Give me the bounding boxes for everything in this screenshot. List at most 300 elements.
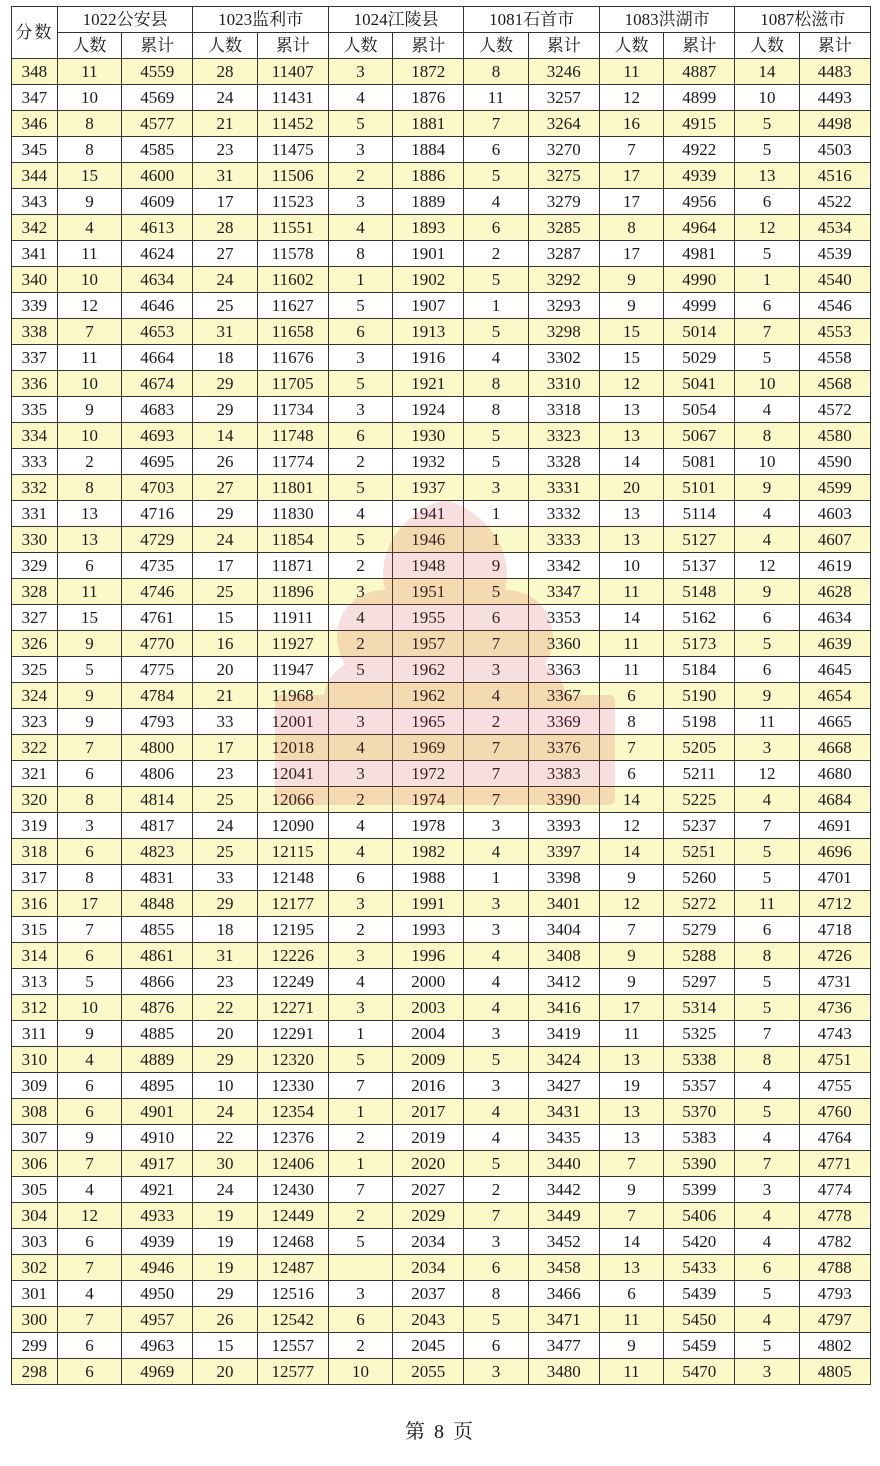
count-cell: 6 [464,215,528,241]
count-cell: 3 [328,189,392,215]
cumulative-cell: 12115 [257,839,328,865]
count-cell: 4 [464,943,528,969]
count-cell: 10 [599,553,663,579]
cumulative-cell: 4516 [799,163,870,189]
count-cell: 5 [735,1281,799,1307]
cumulative-cell: 4712 [799,891,870,917]
count-cell: 30 [193,1151,257,1177]
cumulative-cell: 4701 [799,865,870,891]
count-cell: 11 [599,59,663,85]
cumulative-cell: 4848 [122,891,193,917]
cumulative-cell: 3471 [528,1307,599,1333]
cumulative-subheader: 累计 [528,33,599,59]
count-cell: 10 [57,371,121,397]
cumulative-cell: 3328 [528,449,599,475]
cumulative-cell: 5470 [664,1359,735,1385]
count-cell: 13 [599,397,663,423]
cumulative-cell: 4599 [799,475,870,501]
cumulative-cell: 12516 [257,1281,328,1307]
cumulative-cell: 1913 [393,319,464,345]
count-cell: 7 [599,917,663,943]
cumulative-cell: 4609 [122,189,193,215]
cumulative-cell: 11927 [257,631,328,657]
count-cell: 6 [328,865,392,891]
count-cell: 10 [57,995,121,1021]
count-cell: 15 [599,345,663,371]
count-cell: 1 [464,501,528,527]
cumulative-cell: 4590 [799,449,870,475]
count-cell: 19 [193,1255,257,1281]
score-cell: 334 [12,423,58,449]
count-cell: 2 [328,553,392,579]
cumulative-cell: 4806 [122,761,193,787]
count-cell: 10 [193,1073,257,1099]
count-cell: 6 [328,423,392,449]
table-row [12,371,871,397]
cumulative-cell: 12577 [257,1359,328,1385]
cumulative-cell: 4534 [799,215,870,241]
table-row [12,891,871,917]
count-cell: 10 [328,1359,392,1385]
cumulative-cell: 4990 [664,267,735,293]
count-cell: 5 [735,995,799,1021]
cumulative-cell: 5127 [664,527,735,553]
count-cell: 4 [57,1177,121,1203]
score-cell: 344 [12,163,58,189]
count-cell: 24 [193,267,257,293]
count-cell: 5 [464,163,528,189]
count-cell: 8 [328,241,392,267]
district-header-jiangling: 1024江陵县 [328,7,464,33]
count-cell: 25 [193,293,257,319]
cumulative-cell: 4855 [122,917,193,943]
cumulative-cell: 11627 [257,293,328,319]
table-row [12,475,871,501]
count-cell: 15 [57,605,121,631]
count-cell: 29 [193,501,257,527]
cumulative-cell: 4915 [664,111,735,137]
cumulative-cell: 3440 [528,1151,599,1177]
cumulative-cell: 1893 [393,215,464,241]
cumulative-cell: 4674 [122,371,193,397]
count-cell: 6 [599,683,663,709]
cumulative-cell: 4546 [799,293,870,319]
score-cell: 326 [12,631,58,657]
count-cell: 20 [193,1021,257,1047]
cumulative-cell: 2045 [393,1333,464,1359]
score-cell: 308 [12,1099,58,1125]
cumulative-cell: 4665 [799,709,870,735]
count-cell: 4 [735,1229,799,1255]
table-row [12,163,871,189]
cumulative-cell: 11506 [257,163,328,189]
cumulative-cell: 5205 [664,735,735,761]
count-cell: 7 [599,137,663,163]
cumulative-cell: 1876 [393,85,464,111]
cumulative-cell: 12330 [257,1073,328,1099]
cumulative-cell: 4664 [122,345,193,371]
cumulative-cell: 4751 [799,1047,870,1073]
cumulative-cell: 5251 [664,839,735,865]
table-row [12,1073,871,1099]
count-cell: 9 [57,1125,121,1151]
count-cell: 27 [193,475,257,501]
cumulative-cell: 5184 [664,657,735,683]
cumulative-cell: 1889 [393,189,464,215]
count-cell: 3 [328,709,392,735]
count-cell: 2 [328,917,392,943]
count-cell: 8 [735,943,799,969]
cumulative-cell: 5279 [664,917,735,943]
score-cell: 302 [12,1255,58,1281]
table-row [12,631,871,657]
cumulative-cell: 3376 [528,735,599,761]
score-cell: 329 [12,553,58,579]
count-cell: 2 [464,241,528,267]
count-cell: 13 [735,163,799,189]
count-cell: 5 [464,1047,528,1073]
count-cell: 8 [57,111,121,137]
cumulative-cell: 3419 [528,1021,599,1047]
score-cell: 304 [12,1203,58,1229]
cumulative-cell: 1907 [393,293,464,319]
count-cell: 3 [328,137,392,163]
count-cell: 4 [57,1047,121,1073]
cumulative-cell: 1946 [393,527,464,553]
cumulative-cell: 4775 [122,657,193,683]
cumulative-cell: 4981 [664,241,735,267]
count-cell: 3 [464,891,528,917]
count-cell: 26 [193,1307,257,1333]
table-row [12,1281,871,1307]
cumulative-cell: 4613 [122,215,193,241]
count-cell: 13 [599,1255,663,1281]
cumulative-cell: 1962 [393,683,464,709]
cumulative-cell: 1881 [393,111,464,137]
count-cell: 31 [193,319,257,345]
cumulative-cell: 4646 [122,293,193,319]
count-cell: 6 [599,1281,663,1307]
cumulative-cell: 11968 [257,683,328,709]
count-cell: 11 [57,59,121,85]
cumulative-cell: 2055 [393,1359,464,1385]
count-cell: 25 [193,839,257,865]
count-cell: 3 [464,1229,528,1255]
count-cell: 17 [599,241,663,267]
count-cell: 24 [193,813,257,839]
table-row [12,813,871,839]
cumulative-cell: 4683 [122,397,193,423]
count-cell: 6 [328,319,392,345]
score-cell: 299 [12,1333,58,1359]
cumulative-cell: 3397 [528,839,599,865]
count-cell: 11 [599,1021,663,1047]
count-cell: 6 [57,1359,121,1385]
count-cell: 2 [328,163,392,189]
cumulative-cell: 1996 [393,943,464,969]
cumulative-cell: 1962 [393,657,464,683]
cumulative-cell: 4922 [664,137,735,163]
count-cell: 20 [599,475,663,501]
count-cell: 13 [57,527,121,553]
count-cell: 7 [464,111,528,137]
count-cell: 6 [57,1073,121,1099]
count-cell: 22 [193,995,257,1021]
cumulative-cell: 3331 [528,475,599,501]
cumulative-cell: 3257 [528,85,599,111]
count-cell: 12 [599,371,663,397]
score-cell: 300 [12,1307,58,1333]
count-cell: 9 [57,631,121,657]
cumulative-cell: 4731 [799,969,870,995]
cumulative-cell: 12468 [257,1229,328,1255]
score-cell: 341 [12,241,58,267]
count-cell: 2 [464,709,528,735]
cumulative-cell: 11774 [257,449,328,475]
count-cell: 11 [57,345,121,371]
cumulative-cell: 5297 [664,969,735,995]
count-cell: 26 [193,449,257,475]
count-cell: 5 [57,657,121,683]
cumulative-cell: 12557 [257,1333,328,1359]
count-cell: 14 [599,605,663,631]
count-cell: 5 [328,475,392,501]
cumulative-cell: 4823 [122,839,193,865]
table-row [12,319,871,345]
cumulative-cell: 12291 [257,1021,328,1047]
cumulative-cell: 4559 [122,59,193,85]
count-cell: 9 [599,293,663,319]
count-cell: 8 [599,709,663,735]
cumulative-cell: 3246 [528,59,599,85]
score-cell: 348 [12,59,58,85]
count-cell: 13 [599,423,663,449]
count-cell: 9 [599,267,663,293]
table-row [12,241,871,267]
cumulative-cell: 3477 [528,1333,599,1359]
cumulative-cell: 3310 [528,371,599,397]
count-cell: 24 [193,527,257,553]
cumulative-cell: 4805 [799,1359,870,1385]
table-header [12,7,871,59]
count-cell: 9 [599,1177,663,1203]
cumulative-cell: 4921 [122,1177,193,1203]
table-row [12,1177,871,1203]
cumulative-cell: 1937 [393,475,464,501]
score-cell: 320 [12,787,58,813]
cumulative-cell: 5067 [664,423,735,449]
cumulative-cell: 12354 [257,1099,328,1125]
table-row [12,423,871,449]
cumulative-cell: 4607 [799,527,870,553]
count-cell: 11 [464,85,528,111]
count-cell: 20 [193,657,257,683]
count-cell: 10 [735,371,799,397]
count-cell: 4 [328,839,392,865]
cumulative-cell: 5357 [664,1073,735,1099]
count-cell: 4 [464,189,528,215]
count-cell: 5 [328,1229,392,1255]
cumulative-cell: 4910 [122,1125,193,1151]
cumulative-cell: 11551 [257,215,328,241]
count-cell: 2 [328,631,392,657]
count-cell: 13 [599,1125,663,1151]
count-cell: 4 [57,1281,121,1307]
score-cell: 301 [12,1281,58,1307]
cumulative-cell: 3333 [528,527,599,553]
cumulative-cell: 4654 [799,683,870,709]
count-cell: 1 [328,1151,392,1177]
score-cell: 318 [12,839,58,865]
cumulative-cell: 12376 [257,1125,328,1151]
count-cell: 6 [735,189,799,215]
score-cell: 321 [12,761,58,787]
cumulative-cell: 12487 [257,1255,328,1281]
cumulative-cell: 5325 [664,1021,735,1047]
cumulative-cell: 4634 [122,267,193,293]
cumulative-cell: 4580 [799,423,870,449]
cumulative-cell: 4817 [122,813,193,839]
district-header-songzi: 1087松滋市 [735,7,871,33]
count-cell: 17 [599,163,663,189]
count-cell: 4 [464,1099,528,1125]
count-cell: 6 [735,917,799,943]
cumulative-cell: 5439 [664,1281,735,1307]
table-row [12,605,871,631]
cumulative-cell: 3412 [528,969,599,995]
count-cell: 3 [464,1073,528,1099]
table-row [12,85,871,111]
table-row [12,709,871,735]
count-cell: 11 [599,631,663,657]
count-cell: 6 [735,605,799,631]
table-row [12,553,871,579]
count-cell: 8 [464,59,528,85]
cumulative-cell: 4793 [122,709,193,735]
score-cell: 335 [12,397,58,423]
score-cell: 310 [12,1047,58,1073]
table-body [12,59,871,1385]
cumulative-cell: 3332 [528,501,599,527]
count-cell: 27 [193,241,257,267]
cumulative-subheader: 累计 [257,33,328,59]
cumulative-cell: 12018 [257,735,328,761]
score-cell: 328 [12,579,58,605]
cumulative-cell: 5029 [664,345,735,371]
table-row [12,267,871,293]
count-cell: 11 [735,891,799,917]
table-row [12,1229,871,1255]
count-cell: 4 [735,1125,799,1151]
count-cell: 29 [193,397,257,423]
cumulative-cell: 3363 [528,657,599,683]
cumulative-cell: 4718 [799,917,870,943]
count-subheader: 人数 [328,33,392,59]
count-cell: 5 [328,527,392,553]
cumulative-cell: 2009 [393,1047,464,1073]
count-cell: 4 [328,735,392,761]
count-cell: 6 [464,137,528,163]
cumulative-subheader: 累计 [393,33,464,59]
cumulative-cell: 4755 [799,1073,870,1099]
score-cell: 306 [12,1151,58,1177]
cumulative-cell: 3275 [528,163,599,189]
count-cell: 17 [599,995,663,1021]
count-cell: 3 [464,1359,528,1385]
table-row [12,1099,871,1125]
table-row [12,1047,871,1073]
cumulative-cell: 4695 [122,449,193,475]
cumulative-cell: 3302 [528,345,599,371]
cumulative-cell: 11658 [257,319,328,345]
count-cell: 3 [464,1021,528,1047]
cumulative-cell: 4624 [122,241,193,267]
count-cell: 5 [464,267,528,293]
cumulative-cell: 12430 [257,1177,328,1203]
count-cell: 4 [57,215,121,241]
count-cell [328,1255,392,1281]
count-cell: 7 [464,1203,528,1229]
cumulative-cell: 4634 [799,605,870,631]
cumulative-cell: 3442 [528,1177,599,1203]
cumulative-cell: 4483 [799,59,870,85]
count-cell: 12 [735,215,799,241]
cumulative-cell: 4778 [799,1203,870,1229]
page-number: 第 8 页 [405,1421,475,1443]
count-cell: 9 [735,475,799,501]
count-cell: 3 [464,917,528,943]
count-cell: 1 [735,267,799,293]
cumulative-cell: 12148 [257,865,328,891]
cumulative-cell: 3390 [528,787,599,813]
count-cell: 6 [735,657,799,683]
cumulative-cell: 3452 [528,1229,599,1255]
score-cell: 346 [12,111,58,137]
score-cell: 327 [12,605,58,631]
count-cell: 5 [735,345,799,371]
cumulative-cell: 2029 [393,1203,464,1229]
cumulative-cell: 11871 [257,553,328,579]
cumulative-subheader: 累计 [664,33,735,59]
count-cell: 6 [599,761,663,787]
count-cell: 2 [328,787,392,813]
cumulative-cell: 5225 [664,787,735,813]
table-row [12,917,871,943]
count-cell: 22 [193,1125,257,1151]
count-cell: 23 [193,137,257,163]
score-cell: 313 [12,969,58,995]
count-cell: 18 [193,917,257,943]
cumulative-cell: 12249 [257,969,328,995]
count-cell: 5 [464,449,528,475]
cumulative-cell: 3318 [528,397,599,423]
cumulative-cell: 2034 [393,1255,464,1281]
count-cell: 6 [57,1229,121,1255]
count-cell: 9 [57,709,121,735]
score-table-container [11,6,871,1385]
count-cell: 4 [328,969,392,995]
cumulative-cell: 2003 [393,995,464,1021]
count-cell: 4 [735,1203,799,1229]
cumulative-cell: 12320 [257,1047,328,1073]
cumulative-cell: 5014 [664,319,735,345]
count-cell: 12 [599,813,663,839]
count-cell: 4 [735,527,799,553]
table-row [12,1333,871,1359]
count-cell: 1 [464,865,528,891]
cumulative-cell: 12226 [257,943,328,969]
count-cell: 6 [735,293,799,319]
